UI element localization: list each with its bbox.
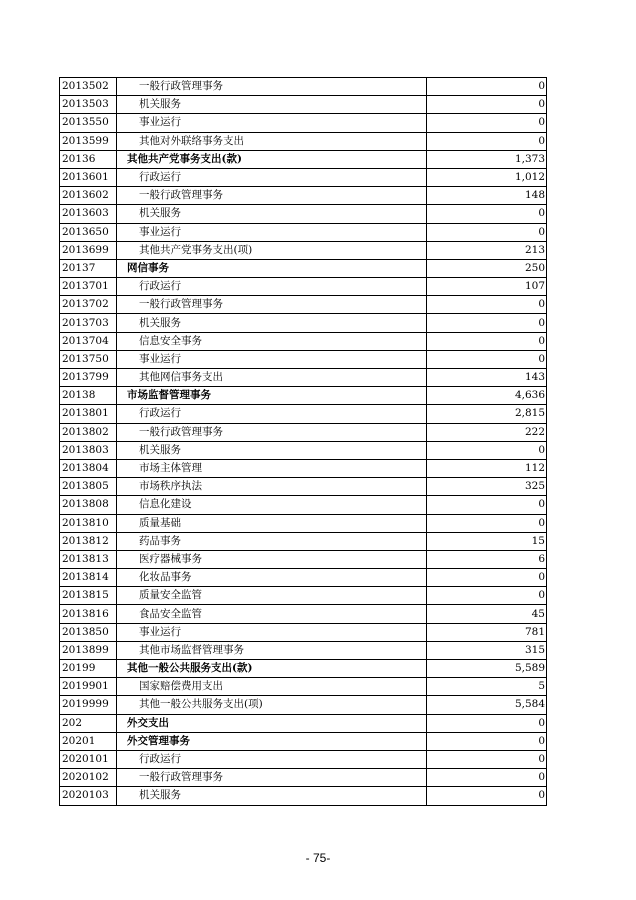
row-amount: 0 [427, 296, 547, 314]
table-row [60, 369, 547, 387]
table-row [60, 587, 547, 605]
row-name: 外交管理事务 [117, 732, 427, 750]
row-code: 2013816 [60, 605, 117, 623]
row-code: 2013503 [60, 96, 117, 114]
row-amount: 5 [427, 678, 547, 696]
row-name: 机关服务 [117, 441, 427, 459]
row-code: 2013699 [60, 241, 117, 259]
table-row [60, 205, 547, 223]
row-code: 2019901 [60, 678, 117, 696]
row-name: 机关服务 [117, 314, 427, 332]
row-code: 2013702 [60, 296, 117, 314]
row-code: 2013601 [60, 168, 117, 186]
row-amount: 0 [427, 714, 547, 732]
row-amount: 0 [427, 205, 547, 223]
row-code: 2013804 [60, 459, 117, 477]
table-row [60, 187, 547, 205]
table-row [60, 405, 547, 423]
row-name: 其他一般公共服务支出(项) [117, 696, 427, 714]
row-name: 事业运行 [117, 350, 427, 368]
row-code: 20201 [60, 732, 117, 750]
table-row [60, 605, 547, 623]
table-row [60, 714, 547, 732]
row-amount: 0 [427, 587, 547, 605]
row-amount: 1,012 [427, 168, 547, 186]
row-name: 事业运行 [117, 114, 427, 132]
table-row [60, 569, 547, 587]
row-name: 一般行政管理事务 [117, 78, 427, 96]
row-amount: 0 [427, 332, 547, 350]
row-name: 行政运行 [117, 750, 427, 768]
row-amount: 2,815 [427, 405, 547, 423]
row-amount: 0 [427, 114, 547, 132]
table-row [60, 278, 547, 296]
row-name: 行政运行 [117, 278, 427, 296]
row-name: 市场主体管理 [117, 459, 427, 477]
row-code: 2013812 [60, 532, 117, 550]
row-code: 2013805 [60, 478, 117, 496]
table-row [60, 750, 547, 768]
table-row [60, 514, 547, 532]
row-amount: 5,584 [427, 696, 547, 714]
row-code: 2013813 [60, 550, 117, 568]
table-row [60, 314, 547, 332]
row-code: 2013602 [60, 187, 117, 205]
row-name: 质量基础 [117, 514, 427, 532]
row-amount: 250 [427, 259, 547, 277]
row-name: 化妆品事务 [117, 569, 427, 587]
row-code: 20137 [60, 259, 117, 277]
table-row [60, 660, 547, 678]
row-amount: 0 [427, 732, 547, 750]
row-amount: 112 [427, 459, 547, 477]
row-code: 2013502 [60, 78, 117, 96]
row-name: 其他网信事务支出 [117, 369, 427, 387]
row-amount: 781 [427, 623, 547, 641]
row-name: 食品安全监管 [117, 605, 427, 623]
row-amount: 0 [427, 750, 547, 768]
row-amount: 107 [427, 278, 547, 296]
row-code: 2013701 [60, 278, 117, 296]
row-name: 市场监督管理事务 [117, 387, 427, 405]
row-name: 质量安全监管 [117, 587, 427, 605]
table-row [60, 787, 547, 805]
row-amount: 0 [427, 787, 547, 805]
table-row [60, 168, 547, 186]
row-code: 2013801 [60, 405, 117, 423]
row-code: 2013550 [60, 114, 117, 132]
row-name: 医疗器械事务 [117, 550, 427, 568]
table-row [60, 623, 547, 641]
row-name: 国家赔偿费用支出 [117, 678, 427, 696]
table-row [60, 241, 547, 259]
row-amount: 213 [427, 241, 547, 259]
row-code: 20138 [60, 387, 117, 405]
row-name: 行政运行 [117, 168, 427, 186]
row-amount: 0 [427, 441, 547, 459]
row-name: 药品事务 [117, 532, 427, 550]
row-code: 2013704 [60, 332, 117, 350]
row-name: 机关服务 [117, 787, 427, 805]
budget-table [59, 77, 547, 806]
table-row [60, 423, 547, 441]
row-code: 2020101 [60, 750, 117, 768]
row-amount: 0 [427, 132, 547, 150]
table-row [60, 550, 547, 568]
row-name: 一般行政管理事务 [117, 296, 427, 314]
row-name: 其他市场监督管理事务 [117, 641, 427, 659]
row-code: 20136 [60, 150, 117, 168]
row-amount: 325 [427, 478, 547, 496]
table-row [60, 78, 547, 96]
row-name: 机关服务 [117, 96, 427, 114]
page-number: - 75- [305, 851, 331, 865]
row-amount: 222 [427, 423, 547, 441]
row-amount: 1,373 [427, 150, 547, 168]
row-name: 机关服务 [117, 205, 427, 223]
table-row [60, 259, 547, 277]
row-amount: 0 [427, 569, 547, 587]
row-name: 事业运行 [117, 623, 427, 641]
row-code: 202 [60, 714, 117, 732]
row-name: 信息安全事务 [117, 332, 427, 350]
row-amount: 45 [427, 605, 547, 623]
row-code: 2020102 [60, 769, 117, 787]
row-name: 其他对外联络事务支出 [117, 132, 427, 150]
table-row [60, 96, 547, 114]
row-amount: 15 [427, 532, 547, 550]
row-name: 一般行政管理事务 [117, 423, 427, 441]
table-row [60, 769, 547, 787]
row-amount: 0 [427, 350, 547, 368]
row-amount: 5,589 [427, 660, 547, 678]
table-body [60, 78, 547, 806]
row-amount: 315 [427, 641, 547, 659]
row-name: 网信事务 [117, 259, 427, 277]
row-code: 2013803 [60, 441, 117, 459]
row-amount: 0 [427, 96, 547, 114]
row-code: 2013750 [60, 350, 117, 368]
row-code: 2013703 [60, 314, 117, 332]
row-amount: 6 [427, 550, 547, 568]
table-row [60, 350, 547, 368]
table-row [60, 696, 547, 714]
row-name: 其他共产党事务支出(项) [117, 241, 427, 259]
row-code: 20199 [60, 660, 117, 678]
row-code: 2020103 [60, 787, 117, 805]
table-row [60, 641, 547, 659]
table-row [60, 732, 547, 750]
row-amount: 0 [427, 496, 547, 514]
row-amount: 148 [427, 187, 547, 205]
row-name: 一般行政管理事务 [117, 187, 427, 205]
row-code: 2013850 [60, 623, 117, 641]
row-amount: 4,636 [427, 387, 547, 405]
table-row [60, 678, 547, 696]
table-row [60, 114, 547, 132]
row-code: 2013650 [60, 223, 117, 241]
row-amount: 0 [427, 314, 547, 332]
row-amount: 0 [427, 78, 547, 96]
row-code: 2013899 [60, 641, 117, 659]
table-row [60, 296, 547, 314]
row-amount: 0 [427, 514, 547, 532]
row-code: 2019999 [60, 696, 117, 714]
row-name: 其他共产党事务支出(款) [117, 150, 427, 168]
table-row [60, 441, 547, 459]
row-amount: 0 [427, 223, 547, 241]
row-code: 2013599 [60, 132, 117, 150]
row-name: 市场秩序执法 [117, 478, 427, 496]
row-name: 一般行政管理事务 [117, 769, 427, 787]
table-row [60, 478, 547, 496]
table-row [60, 387, 547, 405]
table-row [60, 532, 547, 550]
row-amount: 0 [427, 769, 547, 787]
row-name: 行政运行 [117, 405, 427, 423]
row-code: 2013815 [60, 587, 117, 605]
table-row [60, 332, 547, 350]
table-row [60, 223, 547, 241]
row-amount: 143 [427, 369, 547, 387]
table-row [60, 496, 547, 514]
table-row [60, 150, 547, 168]
row-name: 其他一般公共服务支出(款) [117, 660, 427, 678]
row-code: 2013603 [60, 205, 117, 223]
row-name: 信息化建设 [117, 496, 427, 514]
row-code: 2013814 [60, 569, 117, 587]
row-code: 2013808 [60, 496, 117, 514]
row-code: 2013802 [60, 423, 117, 441]
table-row [60, 459, 547, 477]
row-code: 2013810 [60, 514, 117, 532]
row-name: 事业运行 [117, 223, 427, 241]
row-name: 外交支出 [117, 714, 427, 732]
table-row [60, 132, 547, 150]
row-code: 2013799 [60, 369, 117, 387]
